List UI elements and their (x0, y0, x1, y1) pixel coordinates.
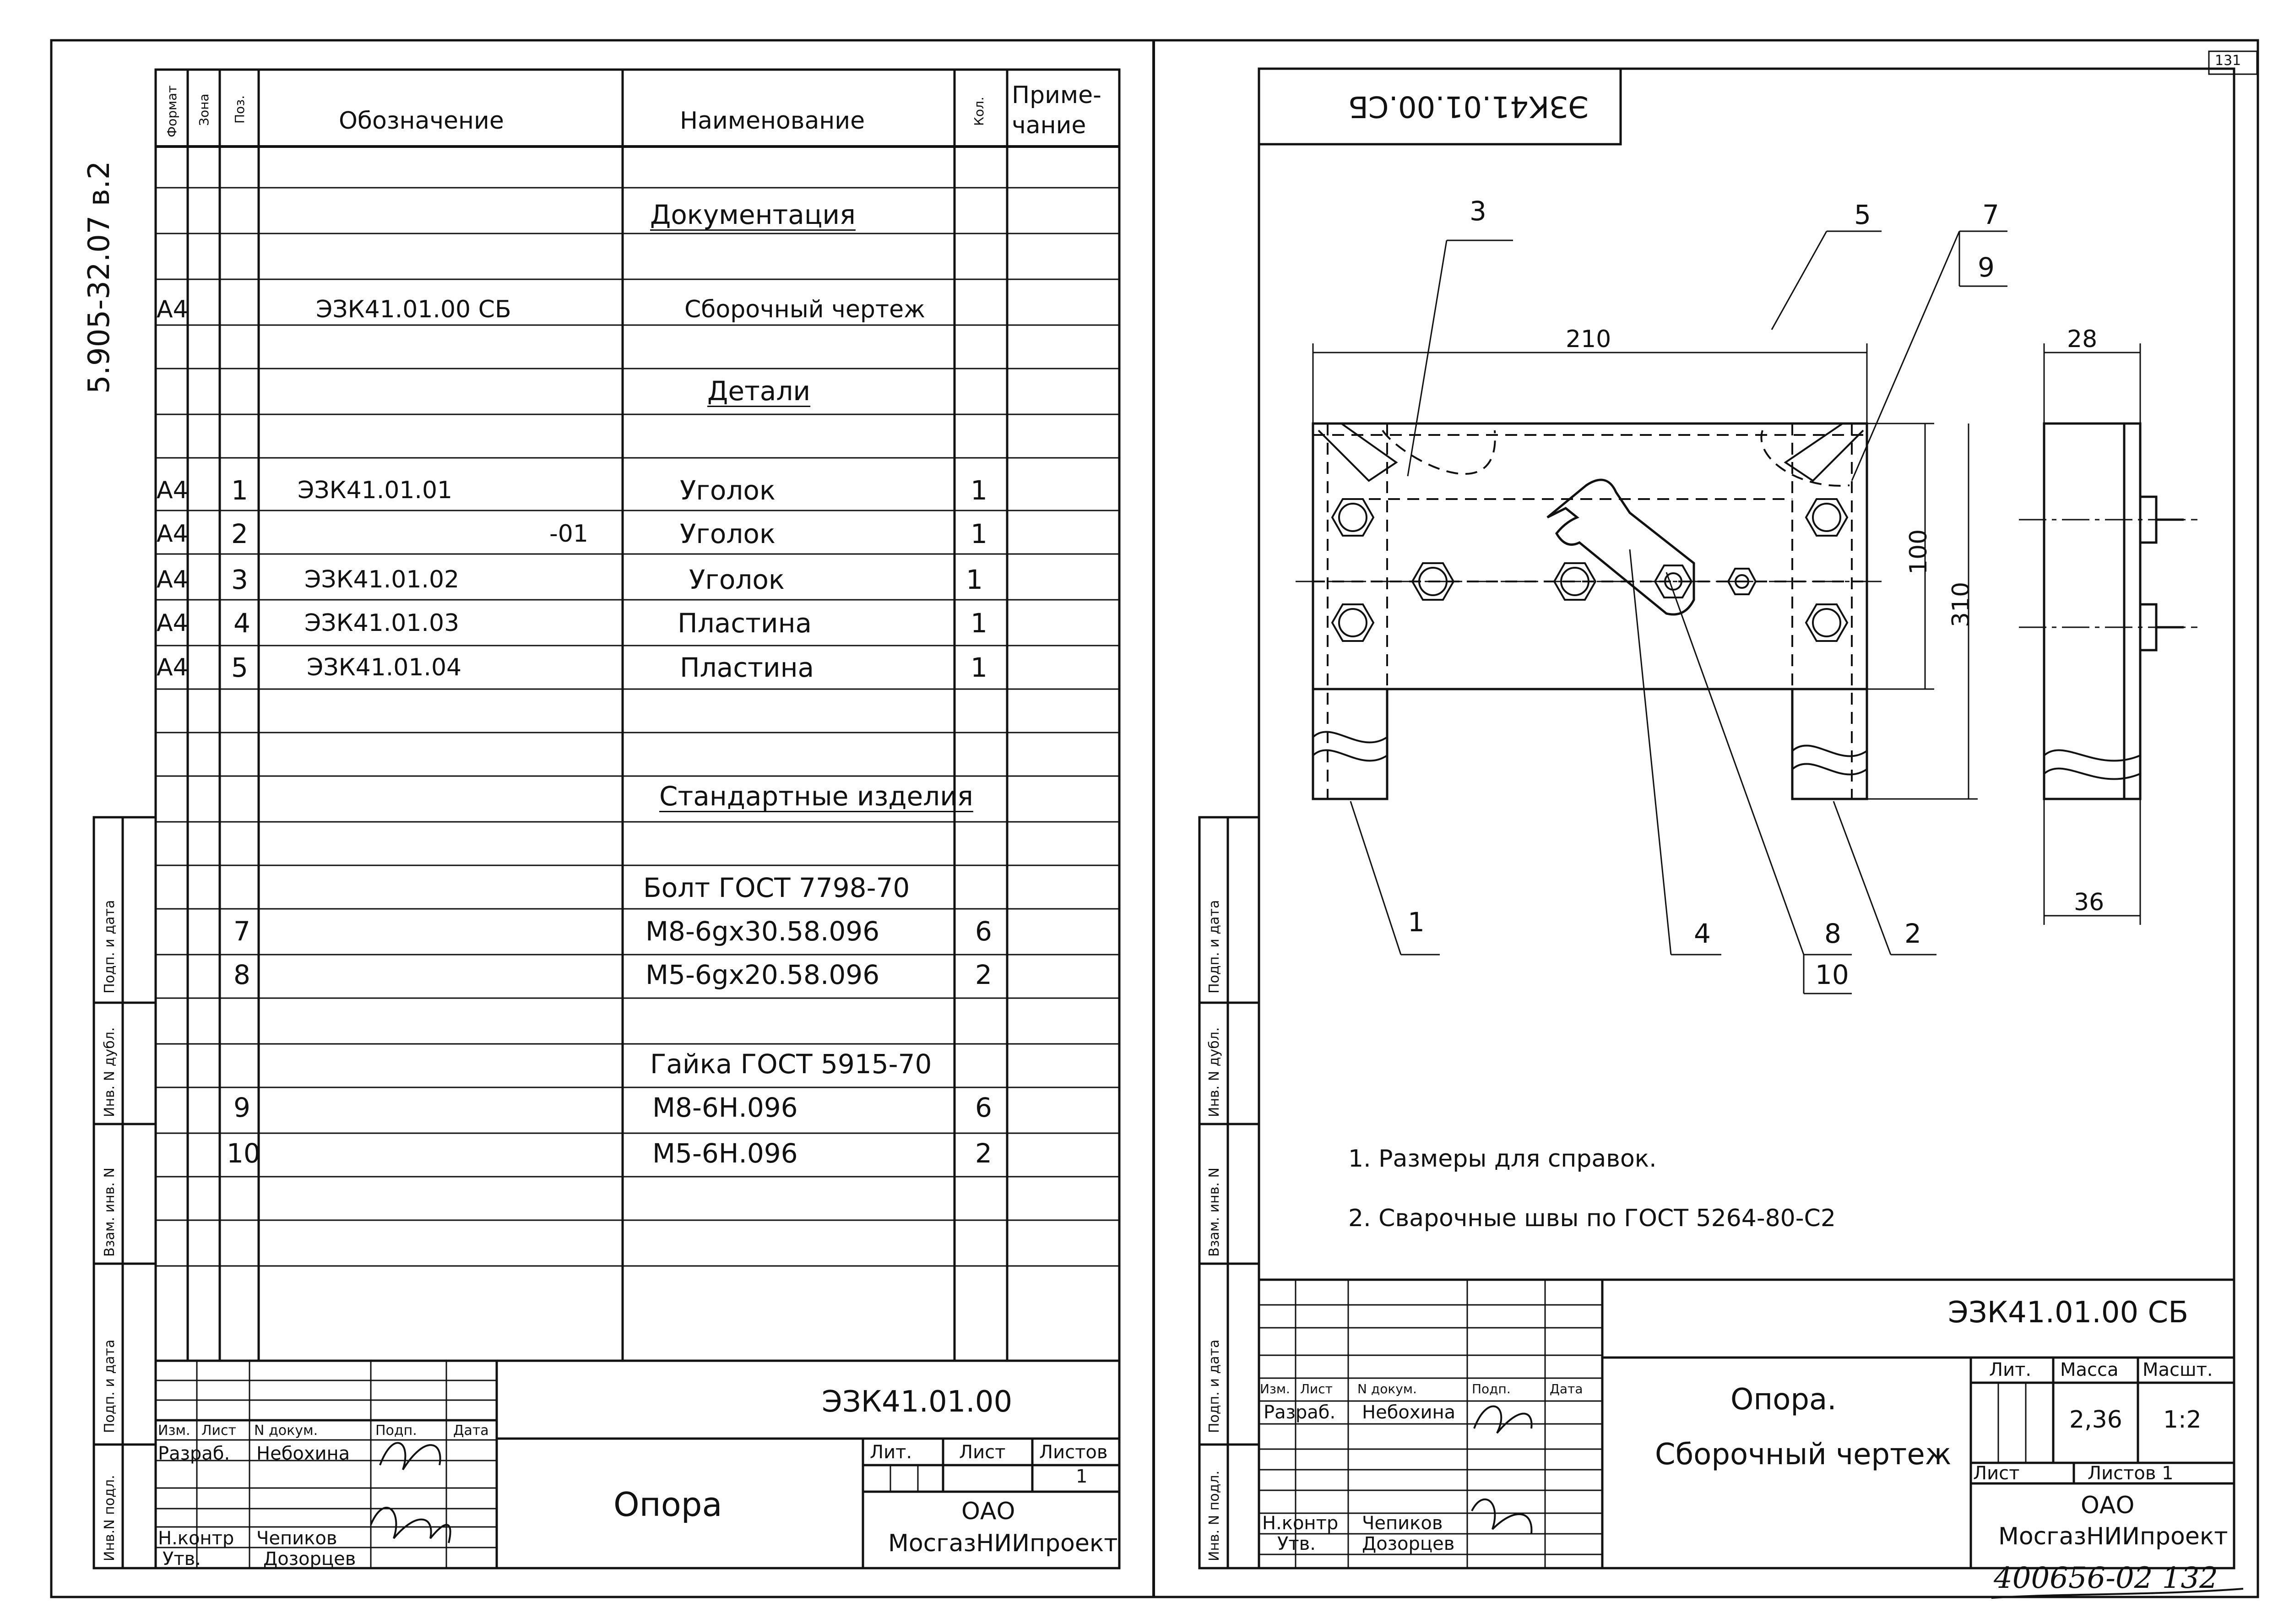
callout-8: 8 (1824, 918, 1841, 949)
row-name: Уголок (680, 475, 776, 506)
row-name: Гайка ГОСТ 5915-70 (650, 1048, 932, 1080)
section-details: Детали (707, 375, 811, 407)
row-designation: -01 (549, 520, 588, 548)
header-designation: Обозначение (339, 107, 504, 135)
row-format: A4 (157, 520, 188, 548)
col-ndoc: N докум. (254, 1423, 318, 1439)
r-stamp-dup-inv: Инв. N дубл. (1206, 1027, 1222, 1117)
stamp-replace-inv: Взам. инв. N (102, 1168, 118, 1257)
r-utv-name: Дозорцев (1362, 1533, 1455, 1554)
row-format: A4 (157, 477, 188, 504)
col-izm: Изм. (158, 1423, 190, 1439)
listov-label: Листов (1039, 1442, 1108, 1463)
row-name: Пластина (680, 652, 814, 683)
left-title-name: Опора (613, 1485, 722, 1524)
row-qty: 1 (971, 608, 987, 639)
note-1: 1. Размеры для справок. (1348, 1145, 1657, 1173)
note-2: 2. Сварочные швы по ГОСТ 5264-80-С2 (1348, 1205, 1836, 1232)
col-sign: Подп. (375, 1423, 417, 1439)
section-documentation: Документация (650, 199, 856, 230)
row-name: М8-6gx30.58.096 (645, 916, 880, 947)
r-scale-value: 1:2 (2163, 1406, 2202, 1434)
r-list-label: Лист (1973, 1463, 2020, 1484)
row-pos: 2 (231, 518, 248, 549)
row-pos: 5 (231, 652, 248, 683)
side-document-code: 5.905-32.07 в.2 (82, 161, 116, 394)
dim-inner: 100 (1905, 529, 1932, 575)
dim-width: 210 (1566, 326, 1611, 353)
r-nkontr-name: Чепиков (1362, 1513, 1443, 1534)
utv-label: Утв. (163, 1548, 201, 1570)
row-pos: 1 (231, 475, 248, 506)
header-note-2: чание (1012, 112, 1086, 139)
callout-9: 9 (1978, 252, 1995, 283)
callout-2: 2 (1904, 918, 1921, 949)
row-name: М5-6gx20.58.096 (645, 959, 880, 990)
callout-1: 1 (1408, 907, 1425, 938)
r-col-date: Дата (1550, 1381, 1583, 1396)
r-col-ndoc: N докум. (1357, 1381, 1417, 1396)
row-qty: 1 (971, 518, 987, 549)
row-pos: 9 (233, 1092, 250, 1123)
row-pos: 10 (227, 1138, 260, 1169)
row-pos: 4 (233, 608, 250, 639)
row-name: Болт ГОСТ 7798-70 (643, 872, 910, 903)
r-org-line-1: ОАО (2081, 1492, 2135, 1519)
callout-10: 10 (1815, 959, 1849, 990)
r-stamp-sign-date-2: Подп. и дата (1206, 1339, 1222, 1433)
r-razrab-label: Разраб. (1264, 1402, 1336, 1423)
callout-7: 7 (1982, 199, 1999, 230)
lit-label: Лит. (870, 1442, 912, 1463)
row-designation: ЭЗК41.01.03 (304, 609, 460, 637)
row-pos: 7 (233, 916, 250, 947)
row-qty: 1 (971, 475, 987, 506)
row-name: М8-6Н.096 (652, 1092, 798, 1123)
row-name: М5-6Н.096 (652, 1138, 798, 1169)
row-designation: ЭЗК41.01.01 (298, 477, 453, 504)
utv-name: Дозорцев (263, 1548, 356, 1570)
row-format: A4 (157, 654, 188, 681)
row-format: A4 (157, 296, 188, 323)
r-listov-label: Листов 1 (2088, 1463, 2174, 1484)
mirrored-code: ЭЗК41.01.00.СБ (1348, 89, 1589, 123)
row-qty: 6 (975, 916, 992, 947)
row-designation: ЭЗК41.01.04 (307, 654, 462, 681)
razrab-name: Небохина (256, 1443, 350, 1464)
row-name: Пластина (678, 608, 812, 639)
callout-4: 4 (1694, 918, 1711, 949)
header-pos: Поз. (232, 95, 247, 124)
header-format: Формат (164, 85, 179, 137)
stamp-sign-date-2: Подп. и дата (102, 1339, 118, 1433)
header-qty: Кол. (971, 97, 987, 126)
r-stamp-replace-inv: Взам. инв. N (1206, 1168, 1222, 1257)
right-title-code: ЭЗК41.01.00 СБ (1948, 1296, 2189, 1330)
row-qty: 2 (975, 1138, 992, 1169)
listov-value: 1 (1076, 1466, 1088, 1487)
dim-height: 310 (1947, 581, 1975, 627)
dimension-lines (1313, 343, 2140, 925)
r-org-line-2: МосгазНИИпроект (1998, 1523, 2228, 1550)
row-name: Сборочный чертеж (684, 296, 925, 323)
row-format: A4 (157, 566, 188, 593)
row-designation: ЭЗК41.01.00 СБ (316, 296, 511, 323)
r-lit-label: Лит. (1989, 1359, 2032, 1380)
row-qty: 6 (975, 1092, 992, 1123)
r-stamp-sign-date: Подп. и дата (1206, 900, 1222, 994)
row-qty: 1 (971, 652, 987, 683)
right-title-line-1: Опора. (1730, 1383, 1837, 1417)
stamp-sign-date: Подп. и дата (102, 900, 118, 994)
section-standard: Стандартные изделия (659, 781, 973, 812)
org-line-1: ОАО (961, 1498, 1015, 1525)
razrab-label: Разраб. (158, 1443, 230, 1464)
row-pos: 8 (233, 959, 250, 990)
right-frame (1259, 51, 2257, 1568)
stamp-dup-inv: Инв. N дубл. (102, 1027, 118, 1117)
right-title-line-2: Сборочный чертеж (1655, 1438, 1952, 1472)
row-name: Уголок (689, 564, 785, 595)
org-line-2: МосгазНИИпроект (888, 1530, 1118, 1557)
row-format: A4 (157, 609, 188, 637)
header-name: Наименование (680, 107, 865, 135)
r-utv-label: Утв. (1277, 1533, 1316, 1554)
r-stamp-orig-inv: Инв. N подл. (1206, 1470, 1222, 1561)
side-view (2019, 424, 2197, 799)
row-pos: 3 (231, 564, 248, 595)
bolt-heads (1332, 499, 1847, 641)
stamp-orig-inv: Инв.N подл. (102, 1475, 118, 1561)
archive-number: 400656-02 132 (1994, 1561, 2218, 1595)
leader-lines (1351, 231, 2007, 994)
nkontr-name: Чепиков (256, 1528, 337, 1549)
header-note-1: Приме- (1012, 81, 1101, 109)
list-label: Лист (959, 1442, 1006, 1463)
nkontr-label: Н.контр (158, 1528, 234, 1549)
r-col-izm: Изм. (1260, 1381, 1290, 1396)
col-date: Дата (453, 1423, 489, 1439)
callout-5: 5 (1854, 199, 1871, 230)
r-mass-value: 2,36 (2069, 1406, 2122, 1434)
r-nkontr-label: Н.контр (1262, 1513, 1339, 1534)
r-scale-label: Масшт. (2143, 1359, 2213, 1380)
callout-3: 3 (1470, 196, 1486, 227)
row-designation: ЭЗК41.01.02 (304, 566, 460, 593)
page-number: 131 (2215, 53, 2241, 69)
r-mass-label: Масса (2060, 1359, 2119, 1380)
header-zone: Зона (196, 93, 212, 126)
row-qty: 1 (966, 564, 983, 595)
dim-depth: 28 (2067, 326, 2098, 353)
r-col-sign: Подп. (1472, 1381, 1511, 1396)
r-razrab-name: Небохина (1362, 1402, 1456, 1423)
row-name: Уголок (680, 518, 776, 549)
front-view (1296, 424, 1882, 799)
left-title-code: ЭЗК41.01.00 (822, 1385, 1013, 1419)
dim-side: 36 (2074, 889, 2105, 916)
col-list: Лист (201, 1423, 237, 1439)
r-col-list: Лист (1300, 1381, 1333, 1396)
row-qty: 2 (975, 959, 992, 990)
